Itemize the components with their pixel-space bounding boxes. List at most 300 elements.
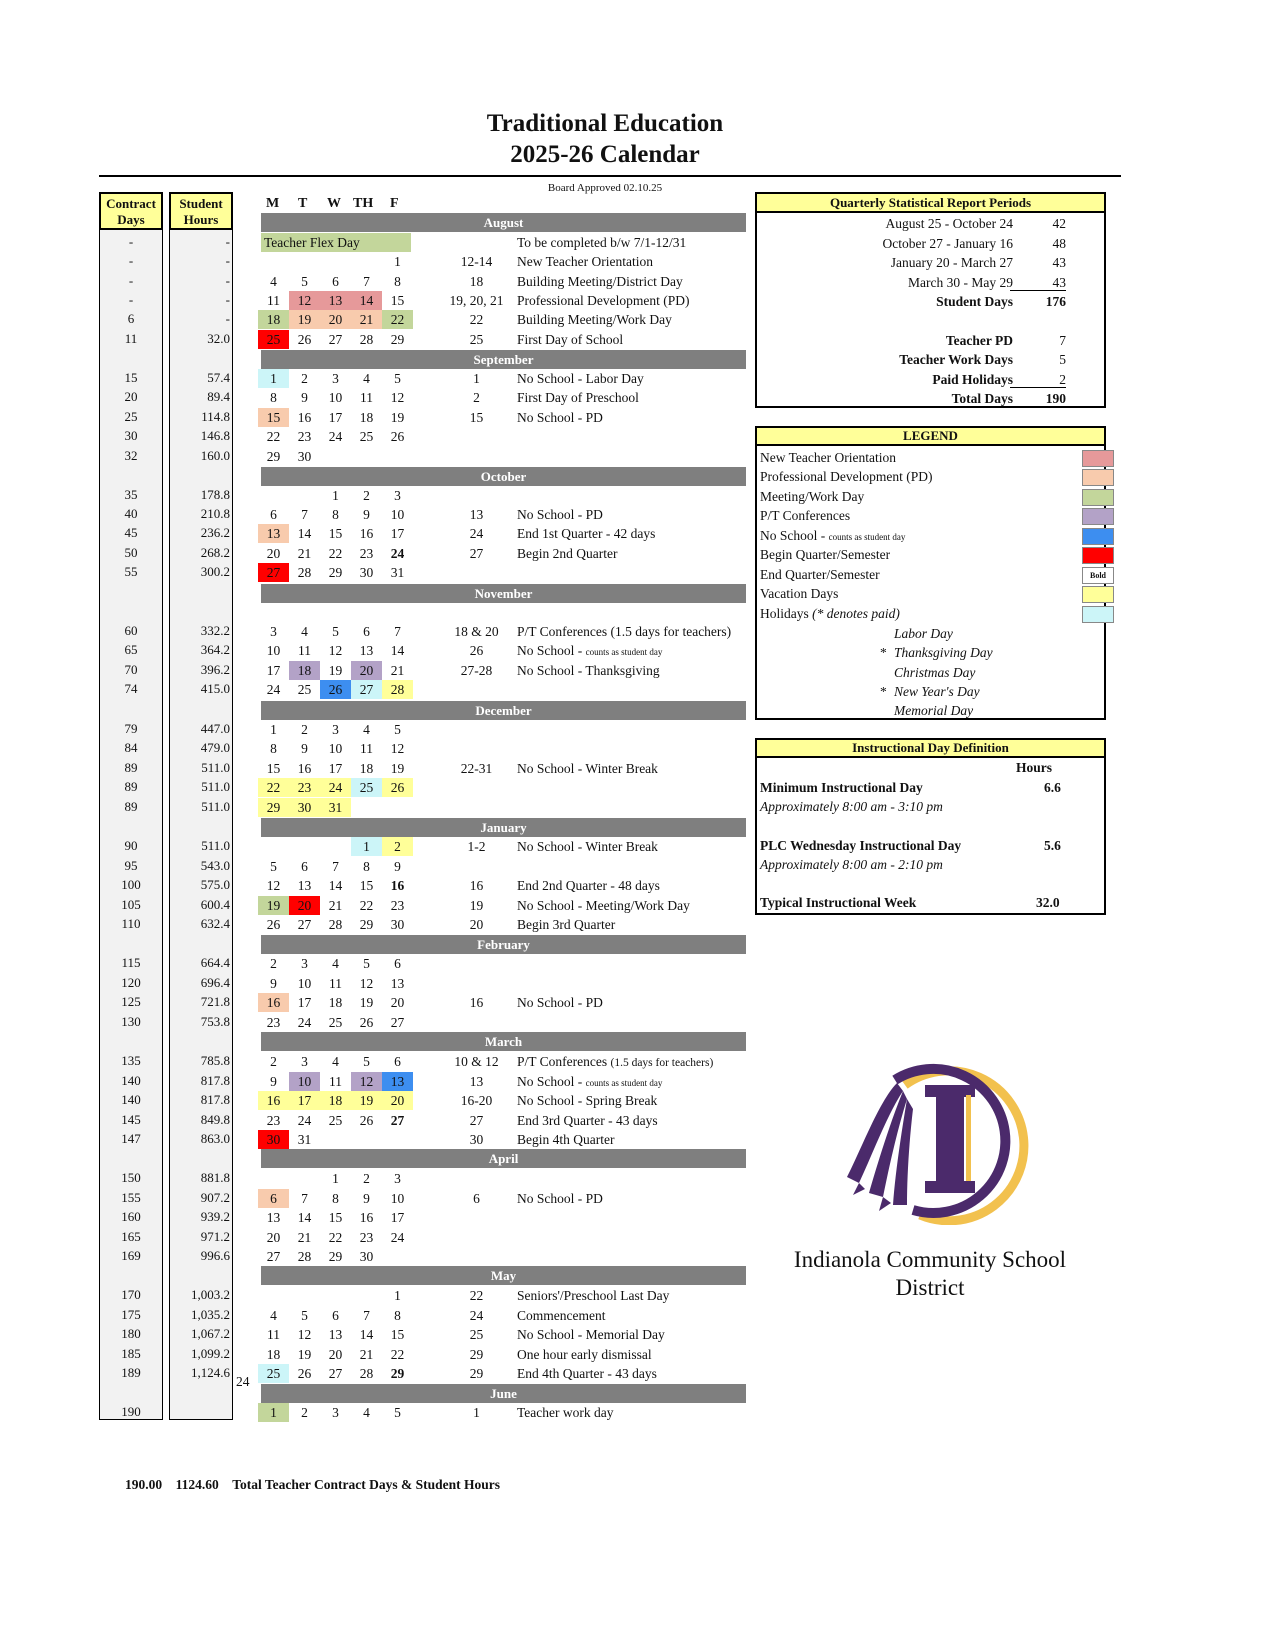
calendar-day: 11 [298, 643, 311, 658]
contract-days-value: - [128, 292, 134, 307]
calendar-day: 10 [390, 507, 405, 522]
event-description: No School - PD [517, 410, 603, 425]
district-name-line2: District [895, 1275, 965, 1300]
calendar-day: 17 [297, 995, 312, 1010]
holiday-name: Labor Day [894, 626, 953, 641]
day-header-thu: TH [353, 196, 374, 211]
day-header-wed: W [327, 196, 341, 211]
student-hours-value: 396.2 [200, 662, 230, 677]
event-description: First Day of School [517, 332, 624, 347]
student-hours-header: Student Hours [169, 192, 233, 230]
calendar-day: 7 [363, 274, 370, 289]
student-hours-value: 753.8 [200, 1014, 230, 1029]
calendar-day: 19 [351, 1091, 382, 1110]
student-hours-value: 575.0 [200, 877, 230, 892]
calendar-day: 2 [301, 1405, 308, 1420]
quarter-total-label: Teacher PD [945, 333, 1013, 348]
legend-item-label: End Quarter/Semester [760, 567, 880, 582]
calendar-day: 25 [328, 1015, 343, 1030]
contract-days-value: 135 [121, 1053, 141, 1068]
student-hours-value: 696.4 [200, 975, 230, 990]
contract-days-value: 160 [121, 1209, 141, 1224]
calendar-day: 1 [351, 837, 382, 856]
contract-days-value: 190 [121, 1404, 141, 1419]
calendar-day: 2 [270, 1054, 277, 1069]
contract-days-value: 79 [124, 721, 138, 736]
calendar-day: 28 [359, 332, 374, 347]
holiday-name: Thanksgiving Day [894, 645, 993, 660]
quarter-period-label: August 25 - October 24 [885, 216, 1013, 231]
calendar-day: 5 [270, 859, 277, 874]
calendar-day: 5 [301, 1308, 308, 1323]
calendar-day: 29 [328, 1249, 343, 1264]
student-hours-value: 939.2 [200, 1209, 230, 1224]
event-description: No School - Thanksgiving [517, 663, 660, 678]
page-title: Traditional Education [486, 110, 724, 137]
student-days-value: 176 [1045, 294, 1066, 309]
instructional-box [755, 738, 1106, 915]
calendar-day: 12 [297, 1327, 312, 1342]
event-date: 13 [469, 507, 484, 522]
calendar-day: 27 [328, 1366, 343, 1381]
calendar-day: 12 [390, 741, 405, 756]
event-date: 15 [469, 410, 484, 425]
calendar-day: 27 [351, 680, 382, 699]
footer-totals [125, 1477, 500, 1493]
event-date: 22 [469, 1288, 484, 1303]
calendar-day: 21 [351, 310, 382, 329]
student-hours-value: 268.2 [200, 545, 230, 560]
calendar-day: 13 [266, 1210, 281, 1225]
calendar-day: 3 [394, 1171, 401, 1186]
contract-days-value: 32 [124, 448, 138, 463]
calendar-day: 9 [363, 507, 370, 522]
calendar-day: 24 [390, 546, 405, 561]
calendar-day: 6 [394, 956, 401, 971]
calendar-day: 16 [297, 410, 312, 425]
calendar-day: 13 [320, 291, 351, 310]
student-hours-value: 511.0 [201, 779, 230, 794]
calendar-day: 22 [266, 429, 281, 444]
calendar-day: 14 [328, 878, 343, 893]
calendar-day: 1 [270, 722, 277, 737]
event-date: 1 [473, 371, 480, 386]
quarter-total-label: Paid Holidays [932, 372, 1013, 387]
quarter-period-label: October 27 - January 16 [882, 236, 1013, 251]
calendar-day: 14 [351, 291, 382, 310]
title-divider [99, 175, 1121, 177]
calendar-day: 20 [382, 1091, 413, 1110]
event-description: End 1st Quarter - 42 days [517, 526, 656, 541]
event-description: End 4th Quarter - 43 days [517, 1366, 657, 1381]
student-hours-value: 32.0 [207, 331, 230, 346]
calendar-day: 15 [359, 878, 374, 893]
calendar-day: 9 [270, 976, 277, 991]
student-hours-value: 1,124.6 [191, 1365, 230, 1380]
calendar-day: 22 [258, 778, 289, 797]
calendar-day: 17 [328, 410, 343, 425]
calendar-day: 19 [390, 410, 405, 425]
calendar-day: 21 [297, 1230, 312, 1245]
calendar-day: 26 [297, 332, 312, 347]
calendar-day: 21 [297, 546, 312, 561]
contract-days-value: 155 [121, 1190, 141, 1205]
calendar-day: 11 [329, 976, 342, 991]
quarter-total-label: Total Days [951, 391, 1013, 406]
student-hours-value: 178.8 [200, 487, 230, 502]
calendar-day: 28 [359, 1366, 374, 1381]
quarter-total-label: Teacher Work Days [899, 352, 1013, 367]
legend-swatch [1082, 606, 1114, 623]
student-hours-value: 447.0 [200, 721, 230, 736]
calendar-day: 4 [270, 1308, 277, 1323]
calendar-day: 19 [359, 995, 374, 1010]
calendar-day: 4 [270, 274, 277, 289]
contract-days-value: 125 [121, 994, 141, 1009]
event-date: 25 [469, 1327, 484, 1342]
quarter-period-label: March 30 - May 29 [908, 275, 1013, 290]
calendar-day: 13 [258, 524, 289, 543]
contract-days-value: 70 [124, 662, 138, 677]
calendar-day: 5 [394, 371, 401, 386]
contract-days-value: 180 [121, 1326, 141, 1341]
contract-days-value: 6 [127, 311, 135, 326]
month-january: January [261, 818, 746, 837]
contract-days-value: 120 [121, 975, 141, 990]
event-date: 18 & 20 [454, 624, 499, 639]
calendar-day: 20 [328, 1347, 343, 1362]
extra-day-24: 24 [236, 1374, 250, 1389]
event-date: 6 [473, 1191, 480, 1206]
calendar-day: 22 [328, 1230, 343, 1245]
contract-days-value: 89 [124, 799, 138, 814]
event-description: Begin 4th Quarter [517, 1132, 615, 1147]
calendar-day: 8 [270, 390, 277, 405]
calendar-day: 16 [390, 878, 405, 893]
calendar-day: 14 [297, 526, 312, 541]
calendar-day: 13 [359, 643, 374, 658]
contract-days-value: 170 [121, 1287, 141, 1302]
contract-days-value: 60 [124, 623, 138, 638]
calendar-day: 19 [258, 896, 289, 915]
min-day-hours: 6.6 [1044, 780, 1061, 795]
calendar-day: 15 [328, 1210, 343, 1225]
calendar-day: 8 [394, 1308, 401, 1323]
contract-days-value: 165 [121, 1229, 141, 1244]
calendar-day: 23 [266, 1015, 281, 1030]
event-description: One hour early dismissal [517, 1347, 652, 1362]
calendar-day: 24 [297, 1113, 312, 1128]
event-description: P/T Conferences (1.5 days for teachers) [517, 624, 732, 639]
calendar-day: 11 [267, 1327, 280, 1342]
calendar-day: 16 [258, 993, 289, 1012]
contract-days-value: 150 [121, 1170, 141, 1185]
calendar-day: 30 [359, 565, 374, 580]
calendar-day: 15 [266, 761, 281, 776]
calendar-day: 15 [390, 293, 405, 308]
legend-swatch [1082, 489, 1114, 506]
calendar-day: 23 [359, 1230, 374, 1245]
calendar-day: 12 [266, 878, 281, 893]
calendar-day: 28 [328, 917, 343, 932]
event-description: No School - PD [517, 507, 603, 522]
min-day-time: Approximately 8:00 am - 3:10 pm [760, 799, 943, 814]
calendar-day: 11 [267, 293, 280, 308]
event-description: Begin 2nd Quarter [517, 546, 618, 561]
calendar-day: 13 [297, 878, 312, 893]
contract-days-value: 175 [121, 1307, 141, 1322]
student-hours-value: 160.0 [200, 448, 230, 463]
calendar-day: 26 [320, 680, 351, 699]
plc-day-label: PLC Wednesday Instructional Day [760, 838, 962, 853]
calendar-day: 8 [394, 274, 401, 289]
calendar-day: 8 [363, 859, 370, 874]
calendar-day: 16 [359, 1210, 374, 1225]
calendar-day: 11 [360, 741, 373, 756]
calendar-day: 27 [328, 332, 343, 347]
calendar-day: 7 [394, 624, 401, 639]
student-hours-value: 632.4 [200, 916, 230, 931]
calendar-day: 29 [390, 332, 405, 347]
contract-days-value: 11 [124, 331, 138, 346]
legend-item-label: P/T Conferences [760, 508, 851, 523]
student-hours-value: 1,003.2 [191, 1287, 230, 1302]
event-description: No School - Spring Break [517, 1093, 658, 1108]
teacher-flex-day: Teacher Flex Day [261, 233, 411, 252]
event-date: 10 & 12 [454, 1054, 499, 1069]
calendar-day: 6 [394, 1054, 401, 1069]
student-hours-value: 817.8 [200, 1073, 230, 1088]
event-date: 27 [469, 546, 484, 561]
calendar-day: 4 [363, 371, 370, 386]
student-hours-value: 89.4 [207, 389, 230, 404]
quarterly-report-header: Quarterly Statistical Report Periods [755, 192, 1106, 213]
student-hours-value: 57.4 [207, 370, 230, 385]
legend-swatch [1082, 469, 1114, 486]
quarter-period-days: 42 [1052, 216, 1066, 231]
event-date: 1-2 [467, 839, 486, 854]
calendar-day: 10 [289, 1072, 320, 1091]
calendar-day: 4 [363, 722, 370, 737]
event-description: Teacher work day [517, 1405, 614, 1420]
calendar-day: 2 [382, 837, 413, 856]
calendar-day: 4 [332, 956, 339, 971]
calendar-day: 15 [328, 526, 343, 541]
calendar-day: 9 [301, 390, 308, 405]
calendar-day: 24 [266, 682, 281, 697]
calendar-day: 19 [328, 663, 343, 678]
calendar-day: 7 [301, 1191, 308, 1206]
quarter-total-value: 2 [1059, 372, 1066, 387]
calendar-day: 11 [360, 390, 373, 405]
quarter-total-value: 5 [1059, 352, 1066, 367]
calendar-day: 28 [297, 565, 312, 580]
event-description: First Day of Preschool [517, 390, 639, 405]
contract-days-value: 185 [121, 1346, 141, 1361]
event-description: No School - Meeting/Work Day [517, 898, 690, 913]
contract-days-value: 74 [124, 681, 138, 696]
legend-item-label: Holidays (* denotes paid) [760, 606, 900, 621]
calendar-day: 12 [359, 976, 374, 991]
event-description: No School - Memorial Day [517, 1327, 665, 1342]
calendar-day: 20 [351, 661, 382, 680]
total-days-rule [1010, 387, 1066, 388]
calendar-day: 23 [289, 778, 320, 797]
student-hours-value: 479.0 [200, 740, 230, 755]
calendar-day: 25 [258, 1364, 289, 1383]
month-september: September [261, 350, 746, 369]
calendar-day: 10 [297, 976, 312, 991]
student-hours-value: 1,035.2 [191, 1307, 230, 1322]
student-hours-value: 785.8 [200, 1053, 230, 1068]
student-hours-value: 863.0 [200, 1131, 230, 1146]
quarter-period-days: 43 [1052, 275, 1066, 290]
contract-days-value: 40 [124, 506, 138, 521]
footer-hours: 1124.60 [175, 1477, 219, 1492]
contract-days-value: 84 [124, 740, 138, 755]
event-date: 12-14 [460, 254, 493, 269]
calendar-day: 1 [394, 254, 401, 269]
calendar-day: 17 [289, 1091, 320, 1110]
month-october: October [261, 467, 746, 486]
contract-days-value: - [128, 253, 134, 268]
calendar-day: 2 [301, 371, 308, 386]
calendar-day: 9 [363, 1191, 370, 1206]
calendar-day: 22 [328, 546, 343, 561]
event-description: End 3rd Quarter - 43 days [517, 1113, 658, 1128]
contract-days-header: Contract Days [99, 192, 163, 230]
legend-item-label: Meeting/Work Day [760, 489, 865, 504]
contract-days-value: 147 [121, 1131, 141, 1146]
calendar-day: 29 [328, 565, 343, 580]
calendar-day: 2 [363, 1171, 370, 1186]
student-hours-value: 300.2 [200, 564, 230, 579]
calendar-day: 27 [390, 1015, 405, 1030]
event-date: 27-28 [460, 663, 493, 678]
student-hours-value [170, 1402, 230, 1422]
calendar-day: 15 [390, 1327, 405, 1342]
calendar-day: 7 [301, 507, 308, 522]
calendar-day: 25 [297, 682, 312, 697]
contract-days-value: - [128, 234, 134, 249]
calendar-day: 18 [359, 410, 374, 425]
holiday-name: Christmas Day [894, 665, 976, 680]
calendar-day: 23 [390, 898, 405, 913]
student-hours-value: 817.8 [200, 1092, 230, 1107]
event-date: 24 [469, 526, 484, 541]
quarter-period-days: 43 [1052, 255, 1066, 270]
event-note: counts as student day [585, 647, 663, 657]
event-description: No School - Winter Break [517, 761, 658, 776]
contract-days-value: 30 [124, 428, 138, 443]
contract-days-value: 50 [124, 545, 138, 560]
calendar-day: 4 [301, 624, 308, 639]
event-description: No School - counts as student day [517, 1074, 663, 1089]
calendar-day: 29 [266, 449, 281, 464]
calendar-day: 14 [359, 1327, 374, 1342]
calendar-day: 17 [390, 526, 405, 541]
student-hours-value: - [225, 234, 230, 249]
month-march: March [261, 1032, 746, 1051]
legend-swatch [1082, 586, 1114, 603]
student-hours-value: - [225, 292, 230, 307]
footer-label: Total Teacher Contract Days & Student Hours [232, 1477, 501, 1492]
legend-note: counts as student day [828, 532, 906, 542]
calendar-day: 30 [359, 1249, 374, 1264]
calendar-day: 25 [258, 330, 289, 349]
event-description: No School - Labor Day [517, 371, 644, 386]
contract-days-value: 20 [124, 389, 138, 404]
district-name-line1: Indianola Community School [793, 1247, 1067, 1272]
student-hours-value: 971.2 [200, 1229, 230, 1244]
typical-week-label: Typical Instructional Week [760, 895, 917, 910]
calendar-day: 31 [297, 1132, 312, 1147]
plc-day-hours: 5.6 [1044, 838, 1061, 853]
event-description: To be completed b/w 7/1-12/31 [517, 235, 687, 250]
calendar-day: 29 [359, 917, 374, 932]
event-date: 2 [473, 390, 480, 405]
calendar-day: 3 [301, 956, 308, 971]
calendar-day: 7 [332, 859, 339, 874]
calendar-day: 26 [359, 1113, 374, 1128]
legend-item-label: Vacation Days [760, 586, 839, 601]
calendar-day: 18 [289, 661, 320, 680]
calendar-day: 8 [270, 741, 277, 756]
calendar-day: 21 [390, 663, 405, 678]
footer-days: 190.00 [125, 1477, 163, 1492]
calendar-day: 26 [382, 778, 413, 797]
calendar-day: 6 [270, 507, 277, 522]
day-header-mon: M [266, 196, 280, 211]
calendar-day: 26 [297, 1366, 312, 1381]
calendar-day: 2 [363, 488, 370, 503]
legend-swatch [1082, 450, 1114, 467]
calendar-day: 24 [328, 429, 343, 444]
calendar-day: 13 [382, 1072, 413, 1091]
quarter-period-label: January 20 - March 27 [890, 255, 1013, 270]
month-may: May [261, 1266, 746, 1285]
calendar-day: 8 [332, 507, 339, 522]
contract-days-value: 140 [121, 1092, 141, 1107]
legend-swatch [1082, 547, 1114, 564]
calendar-day: 16 [258, 1091, 289, 1110]
calendar-day: 19 [390, 761, 405, 776]
contract-days-value: 100 [121, 877, 141, 892]
event-description: No School - PD [517, 1191, 603, 1206]
calendar-day: 1 [394, 1288, 401, 1303]
legend-item-label: Begin Quarter/Semester [760, 547, 891, 562]
calendar-day: 6 [363, 624, 370, 639]
calendar-day: 15 [258, 408, 289, 427]
calendar-day: 3 [332, 722, 339, 737]
plc-day-time: Approximately 8:00 am - 2:10 pm [760, 857, 943, 872]
month-december: December [261, 701, 746, 720]
calendar-day: 14 [390, 643, 405, 658]
calendar-day: 9 [301, 741, 308, 756]
calendar-day: 20 [390, 995, 405, 1010]
student-days-rule [1010, 290, 1066, 291]
legend-swatch [1082, 528, 1114, 545]
calendar-day: 26 [390, 429, 405, 444]
calendar-day: 28 [382, 680, 413, 699]
legend-item-label: New Teacher Orientation [760, 450, 896, 465]
calendar-day: 3 [332, 1405, 339, 1420]
event-date: 22-31 [460, 761, 493, 776]
contract-days-value: 65 [124, 642, 138, 657]
calendar-day: 29 [258, 798, 289, 817]
month-november: November [261, 584, 746, 603]
legend-swatch [1082, 508, 1114, 525]
